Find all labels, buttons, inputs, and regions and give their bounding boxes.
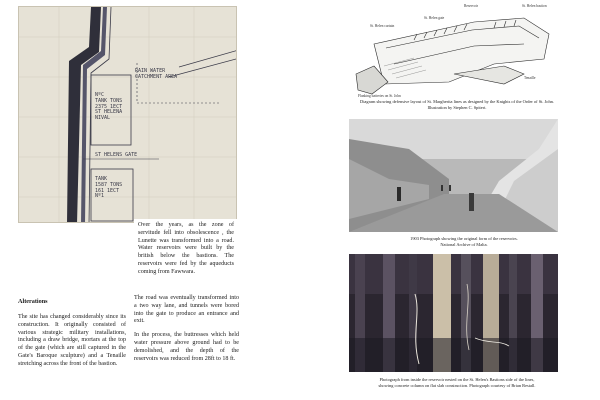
section-heading: Alterations [18,298,48,305]
photo-interior-drawing [349,254,558,372]
map-label-tank-c: NºC TANK TONS 2375 1ECT ST HELENA NIVAL [95,92,123,121]
photo-1903-caption [370,236,558,247]
photo-interior-caption-line2: showing concrete column on flat slab construction. Photograph courtesy of Brian Restall. [378,382,536,388]
diagram-label-gate: St. Helen gate [424,16,445,20]
photo-interior-caption [356,377,558,388]
diagram-caption: Diagram showing defensive layout of St. Margherita lines as designed by the Knights of the Order of St. John. Illustration by Stephen C. Spiteri. [360,99,554,110]
photo-1903-caption-line1: 1903 Photograph showing the original form of the reservoirs. [410,236,518,241]
diagram-label-curtain: St. Helen curtain [370,24,395,28]
body-paragraph-buttresses: In the process, the buttresses which held water pressure above ground had to be demolished, and the depth of the reservoirs was reduced from 28ft to 18 ft. [134,332,239,362]
map-label-tank-1: TANK 1587 TONS 161 1ECT Nº1 [95,176,123,200]
map-drawing [19,7,237,223]
map-label-gate: ST HELENS GATE [95,152,138,158]
photo-reservoir-interior [349,254,558,372]
diagram-label-tenaille: Tenaille [524,76,536,80]
body-column-right [134,295,239,363]
map-label-catchment: RAIN WATER CATCHMENT AREA [135,68,178,80]
diagram-label-flanking: Flanking batteries on St. John [358,94,401,98]
fortification-diagram [354,4,558,100]
diagram-drawing [354,4,558,100]
body-paragraph-road: The road was eventually transformed into a two way lane, and tunnels were bored into the gate to produce an entrance and exit. [134,295,239,325]
photo-1903-caption-line2: National Archive of Malta. [440,241,488,247]
map-caption: Over the years, as the zone of servitude fell into obsolescence , the Lunette was transformed into a road. Water reservoirs were built by the british below the bastions. The reservoirs were fed by the aqueducts coming from Fawwara. [134,219,238,281]
diagram-label-bastion: St. Helen bastion [522,4,547,8]
diagram-label-reservoir: Reservoir [464,4,478,8]
body-paragraph-left: The site has changed considerably since its construction. It originally consisted of various strategic military installations, including a draw bridge, mortars at the top of the gate (which are still captured in the Gate's Baroque sculpture) and a Tenaille stretching across the front of the bastion. [18,314,126,367]
historic-map-image [18,6,237,223]
photo-interior-caption-line1: Photograph from inside the reservoir nested on the St. Helen's Bastions side of the lines, [379,377,535,382]
photo-1903-drawing [349,119,558,232]
photo-1903-reservoirs [349,119,558,232]
